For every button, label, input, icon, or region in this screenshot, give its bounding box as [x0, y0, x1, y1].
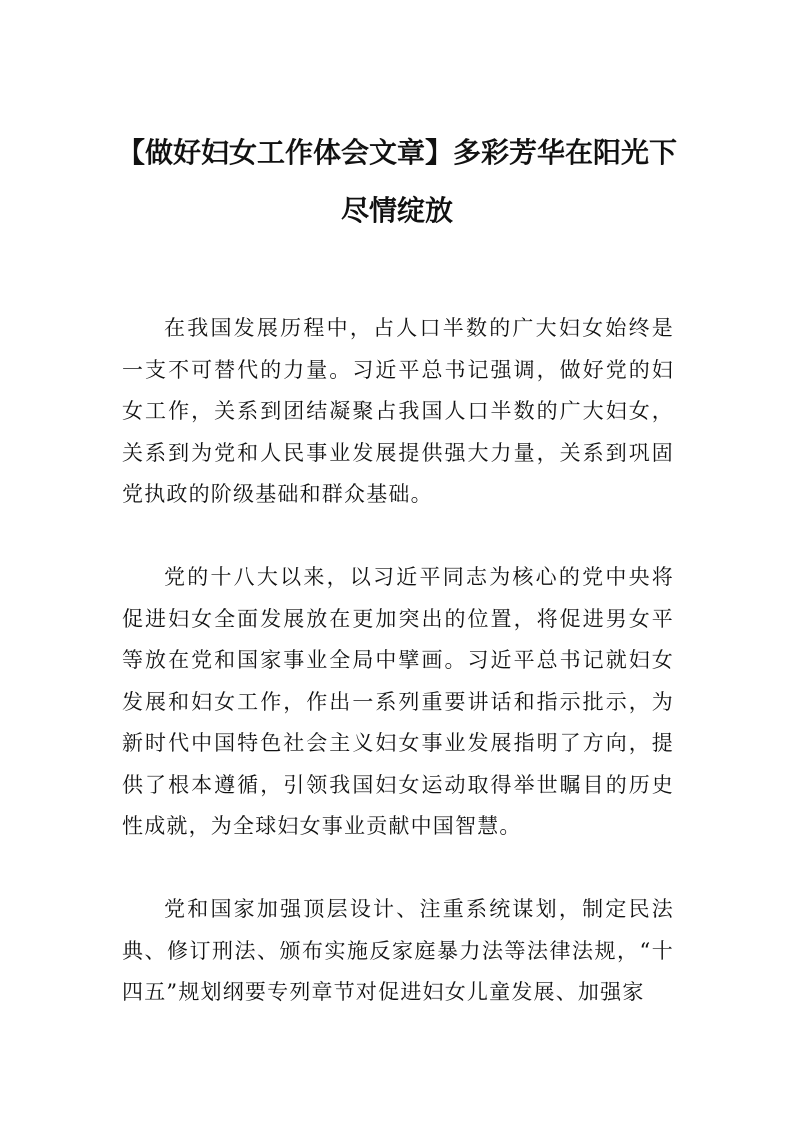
paragraph-1: 在我国发展历程中，占人口半数的广大妇女始终是一支不可替代的力量。习近平总书记强调，做好党的妇女工作，关系到团结凝聚占我国人口半数的广大妇女，关系到为党和人民事业发展提供强大力量，关系到巩固党执政的阶级基础和群众基础。	[122, 316, 674, 506]
paragraph-2: 党的十八大以来，以习近平同志为核心的党中央将促进妇女全面发展放在更加突出的位置，将促进男女平等放在党和国家事业全局中擘画。习近平总书记就妇女发展和妇女工作，作出一系列重要讲话和指示批示，为新时代中国特色社会主义妇女事业发展指明了方向，提供了根本遵循，引领我国妇女运动取得举世瞩目的历史性成就，为全球妇女事业贡献中国智慧。	[122, 565, 674, 838]
paragraph-3: 党和国家加强顶层设计、注重系统谋划，制定民法典、修订刑法、颁布实施反家庭暴力法等法律法规，“十四五”规划纲要专列章节对促进妇女儿童发展、加强家	[122, 897, 674, 1004]
document-title: 【做好妇女工作体会文章】多彩芳华在阳光下尽情绽放	[116, 136, 677, 227]
